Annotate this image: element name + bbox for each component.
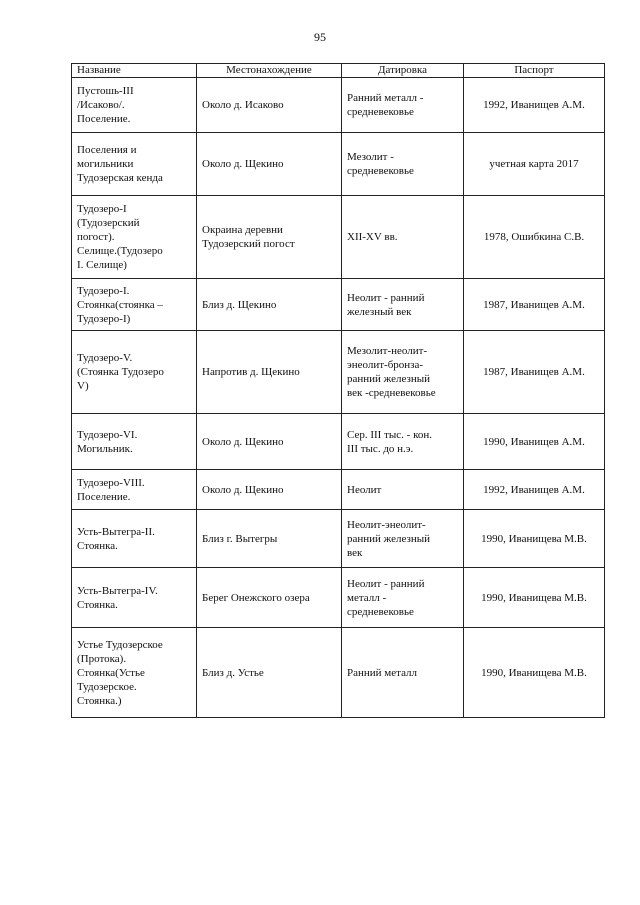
cell-location <box>197 279 342 331</box>
cell-name-line: могильники <box>77 158 134 170</box>
cell-name <box>72 133 197 196</box>
table-row <box>72 133 605 196</box>
cell-dating <box>342 279 464 331</box>
cell-name-line: Усть-Вытегра-IV. <box>77 584 158 597</box>
cell-dating-line: Неолит - ранний <box>347 577 425 590</box>
cell-name <box>72 196 197 279</box>
cell-passport: 1987, Иванищев А.М. <box>464 331 605 414</box>
table-row <box>72 331 605 414</box>
table-header-row <box>72 64 605 78</box>
cell-name-line: Стоянка(стоянка – <box>77 298 163 311</box>
cell-location-line: Окраина деревни <box>202 224 283 236</box>
cell-dating-line: Неолит <box>347 483 382 496</box>
cell-dating-line: век -средневековье <box>347 387 436 399</box>
cell-dating-line: Мезолит - <box>347 151 394 163</box>
cell-name <box>72 78 197 133</box>
cell-name-line: Устье Тудозерское <box>77 638 163 651</box>
cell-name-line: V) <box>77 380 89 392</box>
cell-location-line: Близ д. Щекино <box>202 298 277 311</box>
cell-dating-line: ранний железный <box>347 373 431 385</box>
cell-dating <box>342 470 464 510</box>
cell-dating-line: Мезолит-неолит- <box>347 345 428 357</box>
header-location: Местонахождение <box>197 64 342 78</box>
cell-location-line: Около д. Щекино <box>202 158 284 170</box>
cell-name-line: Тудозеро-I. <box>77 284 130 297</box>
cell-name <box>72 414 197 470</box>
header-passport: Паспорт <box>464 64 605 78</box>
monuments-table <box>71 63 605 718</box>
table-row <box>72 470 605 510</box>
cell-name-line: Тудозерская кенда <box>77 172 163 184</box>
cell-dating-line: средневековье <box>347 106 414 118</box>
cell-dating-line: металл - <box>347 591 387 604</box>
cell-location <box>197 78 342 133</box>
cell-dating <box>342 133 464 196</box>
cell-name-line: /Исаково/. <box>77 99 125 111</box>
cell-dating <box>342 414 464 470</box>
cell-dating-line: XII-XV вв. <box>347 231 398 243</box>
cell-dating <box>342 510 464 568</box>
cell-name-line: (Стоянка Тудозеро <box>77 366 164 378</box>
cell-dating-line: средневековье <box>347 165 414 177</box>
cell-name-line: Стоянка(Устье <box>77 666 145 679</box>
cell-passport: 1992, Иванищев А.М. <box>464 78 605 133</box>
cell-dating-line: средневековье <box>347 605 414 618</box>
cell-dating-line: энеолит-бронза- <box>347 359 424 371</box>
cell-location-line: Близ г. Вытегры <box>202 532 278 545</box>
cell-location <box>197 510 342 568</box>
cell-location-line: Напротив д. Щекино <box>202 366 300 378</box>
cell-passport: 1990, Иванищева М.В. <box>464 628 605 718</box>
table-row <box>72 628 605 718</box>
cell-name-line: (Протока). <box>77 652 127 665</box>
cell-name-line: Усть-Вытегра-II. <box>77 525 155 538</box>
cell-name <box>72 331 197 414</box>
cell-name <box>72 568 197 628</box>
cell-name-line: Пустошь-III <box>77 85 134 97</box>
cell-name-line: Тудозеро-VIII. <box>77 476 145 489</box>
cell-location <box>197 470 342 510</box>
table-row <box>72 568 605 628</box>
cell-name-line: I. Селище) <box>77 259 127 271</box>
cell-dating-line: железный век <box>347 305 412 318</box>
cell-dating-line: Сер. III тыс. - кон. <box>347 428 433 441</box>
cell-name-line: Стоянка. <box>77 598 118 611</box>
cell-passport: 1992, Иванищев А.М. <box>464 470 605 510</box>
cell-name-line: погост). <box>77 231 115 243</box>
cell-name-line: Тудозеро-I <box>77 203 127 215</box>
cell-name-line: Тудозеро-VI. <box>77 428 138 441</box>
cell-name <box>72 279 197 331</box>
cell-name-line: Могильник. <box>77 442 133 455</box>
cell-name <box>72 470 197 510</box>
cell-location-line: Берег Онежского озера <box>202 591 310 604</box>
cell-location <box>197 196 342 279</box>
cell-name-line: Селище.(Тудозеро <box>77 245 163 257</box>
cell-dating <box>342 196 464 279</box>
table-row <box>72 78 605 133</box>
cell-location <box>197 414 342 470</box>
cell-name-line: Поселение. <box>77 490 131 503</box>
cell-dating-line: Ранний металл <box>347 666 418 679</box>
cell-location-line: Около д. Щекино <box>202 483 284 496</box>
cell-name <box>72 628 197 718</box>
header-dating: Датировка <box>342 64 464 78</box>
cell-name-line: (Тудозерский <box>77 217 140 229</box>
cell-name <box>72 510 197 568</box>
cell-passport: 1978, Ошибкина С.В. <box>464 196 605 279</box>
cell-location <box>197 568 342 628</box>
cell-dating-line: III тыс. до н.э. <box>347 442 414 455</box>
cell-location-line: Около д. Щекино <box>202 435 284 448</box>
cell-name-line: Поселения и <box>77 144 137 156</box>
table-row <box>72 196 605 279</box>
cell-passport: 1990, Иванищев А.М. <box>464 414 605 470</box>
cell-passport: 1990, Иванищева М.В. <box>464 568 605 628</box>
page-number: 95 <box>314 30 326 44</box>
cell-dating-line: ранний железный <box>347 532 431 545</box>
cell-name-line: Тудозерское. <box>77 680 137 693</box>
cell-dating-line: Неолит - ранний <box>347 291 425 304</box>
cell-location <box>197 628 342 718</box>
cell-location-line: Около д. Исаково <box>202 99 284 111</box>
cell-name-line: Тудозеро-V. <box>77 352 133 364</box>
cell-dating-line: век <box>347 546 363 559</box>
cell-dating <box>342 331 464 414</box>
cell-passport: 1990, Иванищева М.В. <box>464 510 605 568</box>
cell-dating <box>342 568 464 628</box>
table-row <box>72 279 605 331</box>
cell-passport: 1987, Иванищев А.М. <box>464 279 605 331</box>
table-body <box>72 78 605 718</box>
cell-dating-line: Неолит-энеолит- <box>347 518 426 531</box>
table-row <box>72 510 605 568</box>
cell-location-line: Тудозерский погост <box>202 238 295 250</box>
cell-name-line: Тудозеро-I) <box>77 312 131 325</box>
cell-dating <box>342 628 464 718</box>
cell-location-line: Близ д. Устье <box>202 666 264 679</box>
cell-dating <box>342 78 464 133</box>
cell-dating-line: Ранний металл - <box>347 92 424 104</box>
header-name: Название <box>72 64 197 78</box>
table-row <box>72 414 605 470</box>
cell-passport: учетная карта 2017 <box>464 133 605 196</box>
cell-name-line: Стоянка.) <box>77 694 122 707</box>
cell-location <box>197 331 342 414</box>
cell-location <box>197 133 342 196</box>
cell-name-line: Стоянка. <box>77 539 118 552</box>
cell-name-line: Поселение. <box>77 113 131 125</box>
